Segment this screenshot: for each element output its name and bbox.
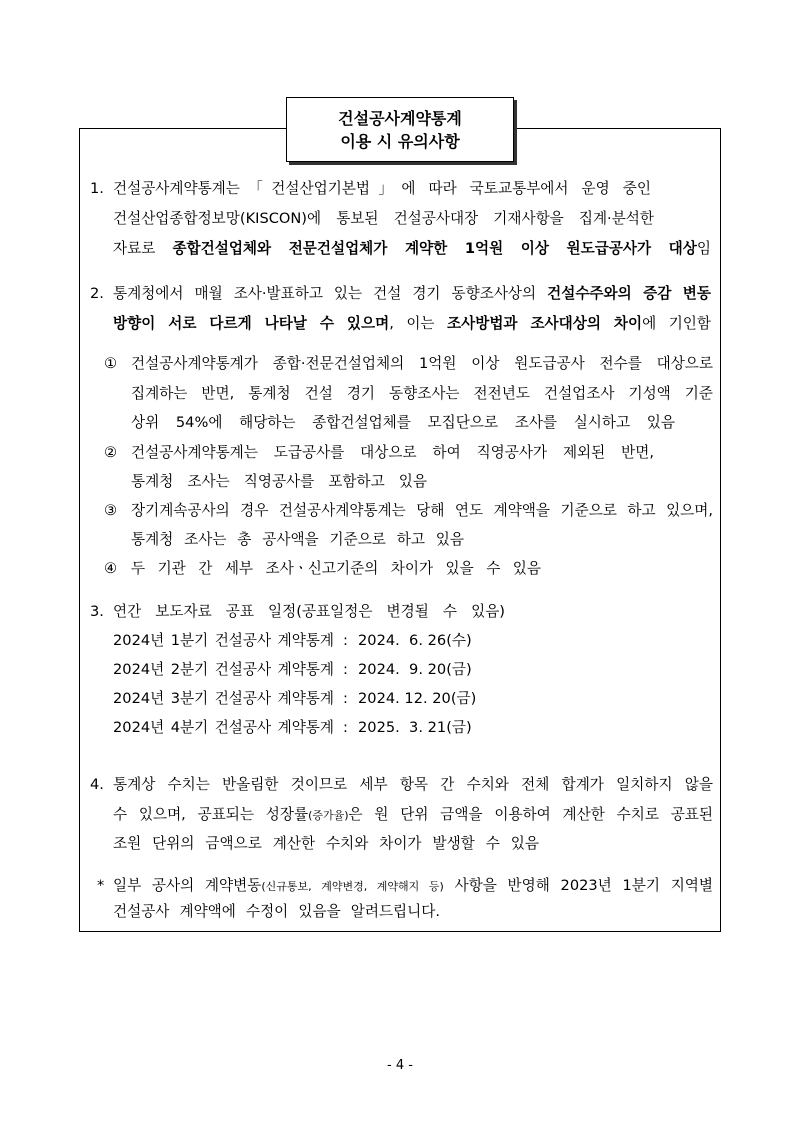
note-2-line-2-post: 에 기인함 xyxy=(642,315,711,332)
schedule-separator: : xyxy=(343,690,348,707)
sub-3-line-2: 통계청 조사는 총 공사액을 기준으로 하고 있음 xyxy=(131,531,464,548)
asterisk-change-types: (신규통보, 계약변경, 계약해지 등) xyxy=(261,880,444,893)
sub-1-mark: ① xyxy=(104,355,118,372)
schedule-label: 2024년 3분기 건설공사 계약통계 xyxy=(113,690,334,707)
note-2-emphasis-1: 건설수주와의 증감 변동 xyxy=(547,285,711,302)
sub-4-line-1: 두 기관 간 세부 조사ㆍ신고기준의 차이가 있을 수 있음 xyxy=(131,560,541,577)
page-number: - 4 - xyxy=(387,1058,413,1073)
asterisk-mark: * xyxy=(97,877,105,894)
schedule-date: 2024. 12. 20(금) xyxy=(358,690,477,707)
note-4-line-1: 통계상 수치는 반올림한 것이므로 세부 항목 간 수치와 전체 합계가 일치하지 않을 xyxy=(113,776,713,793)
note-2-number: 2. xyxy=(90,285,104,302)
note-1-line-3-post: 임 xyxy=(696,240,711,257)
note-4-number: 4. xyxy=(90,776,104,793)
sub-3-mark: ③ xyxy=(104,502,118,519)
sub-2-mark: ② xyxy=(104,444,118,461)
note-4-line-2-post: 은 원 단위 금액을 이용하여 계산한 수치로 공표된 xyxy=(348,806,713,823)
sub-2-line-1: 건설공사계약통계는 도급공사를 대상으로 하여 직영공사가 제외된 반면, xyxy=(131,444,654,461)
note-3-heading: 연간 보도자료 공표 일정(공표일정은 변경될 수 있음) xyxy=(113,603,505,620)
note-4-line-2-pre: 수 있으며, 공표되는 성장률 xyxy=(113,806,309,823)
asterisk-line-1-pre: 일부 공사의 계약변동 xyxy=(113,877,262,894)
note-1-line-3-pre: 자료로 xyxy=(113,240,173,257)
note-2-line-2 xyxy=(113,314,711,334)
schedule-label: 2024년 1분기 건설공사 계약통계 xyxy=(113,632,334,649)
note-2-emphasis-3: 조사방법과 조사대상의 차이 xyxy=(447,315,643,332)
note-1-line-3 xyxy=(113,239,711,259)
schedule-date: 2024. 6. 26(수) xyxy=(358,632,472,649)
note-4-line-3: 조원 단위의 금액으로 계산한 수치와 차이가 발생할 수 있음 xyxy=(113,835,539,852)
asterisk-line-1 xyxy=(113,876,713,897)
sub-3-line-1: 장기계속공사의 경우 건설공사계약통계는 당해 연도 계약액을 기준으로 하고 있으며, xyxy=(131,502,713,519)
note-2-line-2-mid: , 이는 xyxy=(389,315,448,332)
note-1-number: 1. xyxy=(90,180,104,197)
asterisk-line-1-post: 사항을 반영해 2023년 1분기 지역별 xyxy=(443,877,713,894)
note-2-emphasis-2: 방향이 서로 다르게 나타날 수 있으며 xyxy=(113,315,390,332)
schedule-date: 2024. 9. 20(금) xyxy=(358,661,472,678)
note-4-growth-note: (증가율) xyxy=(308,809,349,822)
schedule-separator: : xyxy=(343,632,348,649)
sub-2-line-2: 통계청 조사는 직영공사를 포함하고 있음 xyxy=(131,473,427,490)
schedule-separator: : xyxy=(343,661,348,678)
note-1-line-2: 건설산업종합정보망(KISCON)에 통보된 건설공사대장 기재사항을 집계·분석한 xyxy=(113,210,654,227)
note-3-number: 3. xyxy=(90,603,104,620)
schedule-label: 2024년 4분기 건설공사 계약통계 xyxy=(113,719,334,736)
title-box xyxy=(286,97,514,162)
note-2-line-1-pre: 통계청에서 매월 조사·발표하고 있는 건설 경기 동향조사상의 xyxy=(113,285,548,302)
note-1-emphasis: 종합건설업체와 전문건설업체가 계약한 1억원 이상 원도급공사가 대상 xyxy=(172,240,697,257)
sub-4-mark: ④ xyxy=(104,560,118,577)
asterisk-line-2: 건설공사 계약액에 수정이 있음을 알려드립니다. xyxy=(113,903,440,920)
schedule-separator: : xyxy=(343,719,348,736)
schedule-date: 2025. 3. 21(금) xyxy=(358,719,472,736)
title-line-2: 이용 시 유의사항 xyxy=(340,131,460,151)
schedule-label: 2024년 2분기 건설공사 계약통계 xyxy=(113,661,334,678)
sub-1-line-3: 상위 54%에 해당하는 종합건설업체를 모집단으로 조사를 실시하고 있음 xyxy=(131,414,675,431)
note-1-line-1: 건설공사계약통계는「건설산업기본법」에 따라 국토교통부에서 운영 중인 xyxy=(113,180,651,197)
note-4-line-2 xyxy=(113,805,713,826)
sub-1-line-1: 건설공사계약통계가 종합·전문건설업체의 1억원 이상 원도급공사 전수를 대상으로 xyxy=(131,355,713,372)
title-line-1: 건설공사계약통계 xyxy=(338,108,462,128)
note-2-line-1 xyxy=(113,284,711,304)
sub-1-line-2: 집계하는 반면, 통계청 건설 경기 동향조사는 전전년도 건설업조사 기성액 기준 xyxy=(131,385,713,402)
